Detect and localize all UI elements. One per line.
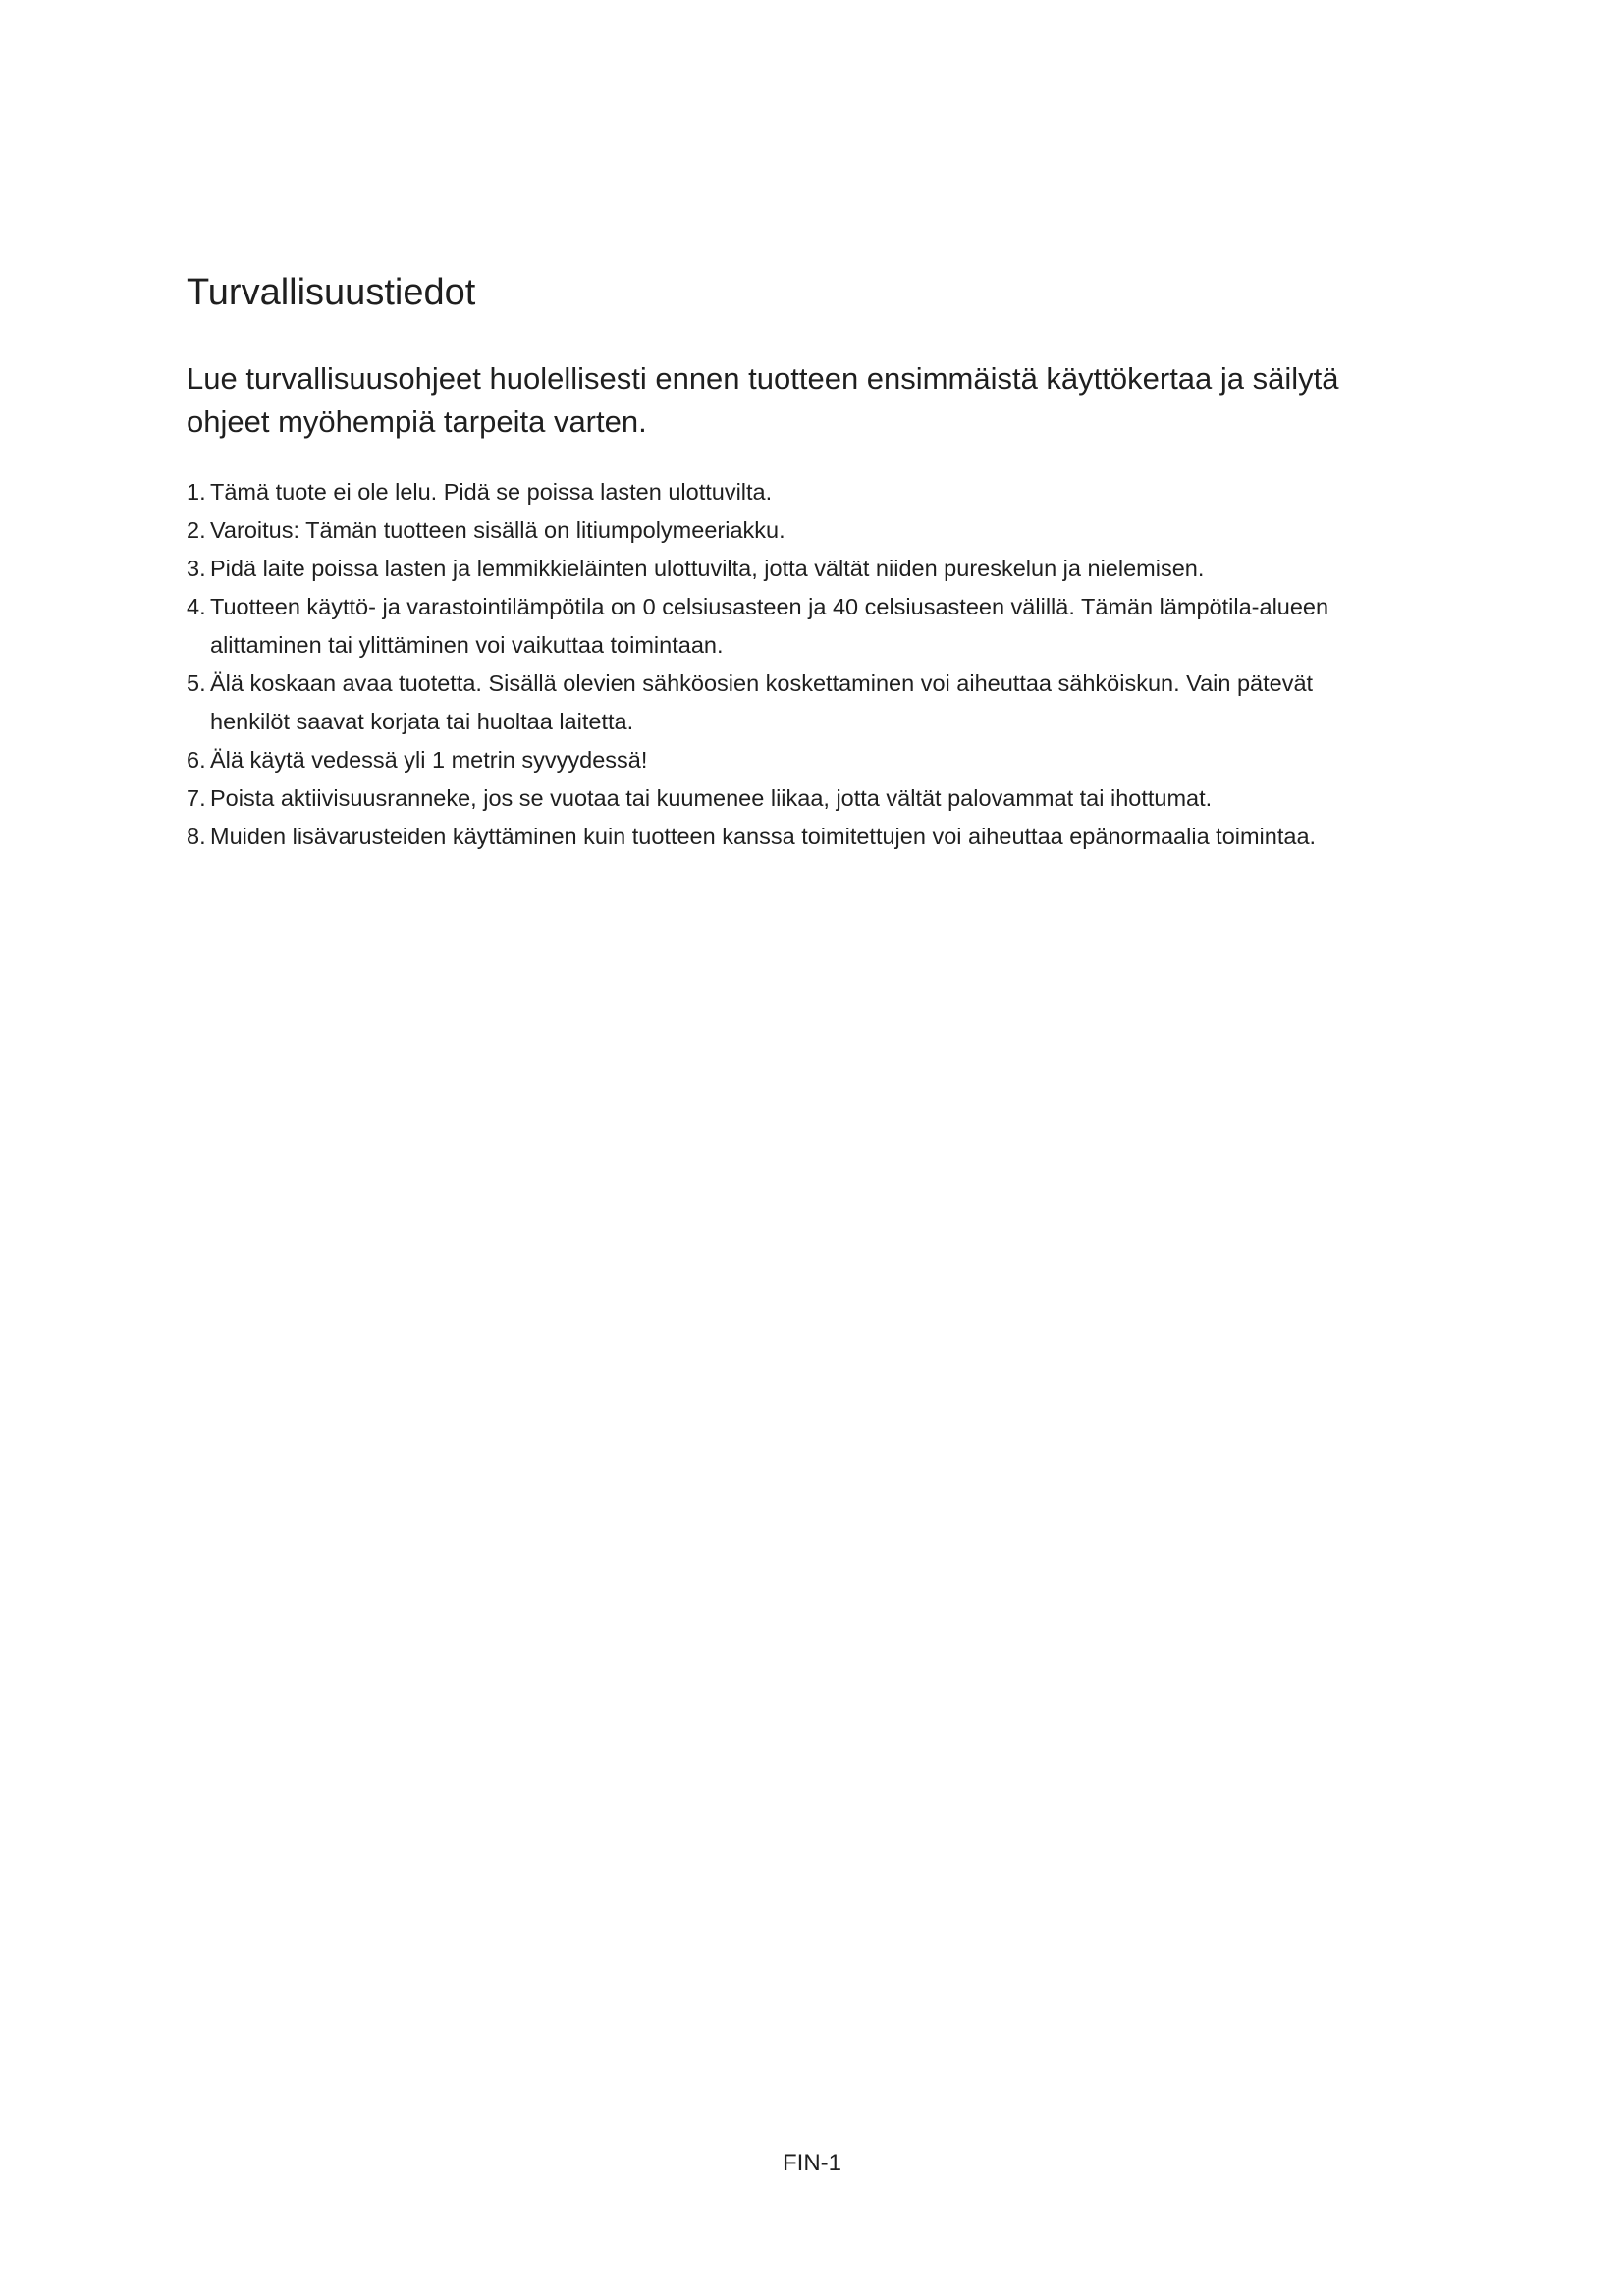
item-text: Älä koskaan avaa tuotetta. Sisällä olevien sähköosien koskettaminen voi aiheuttaa sähköiskun. Vain pätevät henkilöt saavat korjata tai huoltaa laitetta. (210, 670, 1314, 734)
list-item (187, 588, 1375, 665)
list-item (187, 818, 1375, 856)
item-number: 5. (187, 670, 206, 696)
item-number: 3. (187, 556, 206, 581)
item-text: Pidä laite poissa lasten ja lemmikkieläinten ulottuvilta, jotta vältät niiden pureskelun ja nielemisen. (210, 556, 1205, 581)
safety-list (187, 473, 1375, 856)
item-text: Varoitus: Tämän tuotteen sisällä on litiumpolymeeriakku. (210, 517, 785, 543)
item-text: Tuotteen käyttö- ja varastointilämpötila on 0 celsiusasteen ja 40 celsiusasteen välillä. Tämän lämpötila-alueen alittaminen tai ylittäminen voi vaikuttaa toimintaan. (210, 594, 1329, 658)
list-item (187, 665, 1375, 741)
item-text: Muiden lisävarusteiden käyttäminen kuin tuotteen kanssa toimitettujen voi aiheuttaa epänormaalia toimintaa. (210, 824, 1317, 849)
intro-paragraph: Lue turvallisuusohjeet huolellisesti ennen tuotteen ensimmäistä käyttökertaa ja säilytä ohjeet myöhempiä tarpeita varten. (187, 361, 1339, 439)
list-item (187, 511, 1375, 550)
item-number: 8. (187, 824, 206, 849)
item-text: Älä käytä vedessä yli 1 metrin syvyydessä! (210, 747, 648, 773)
item-number: 7. (187, 785, 206, 811)
page-title: Turvallisuustiedot (187, 272, 476, 313)
item-number: 1. (187, 479, 206, 505)
page-number: FIN-1 (783, 2150, 841, 2176)
list-item (187, 550, 1375, 588)
item-number: 6. (187, 747, 206, 773)
list-item (187, 473, 1375, 511)
item-number: 4. (187, 594, 206, 619)
item-number: 2. (187, 517, 206, 543)
item-text: Poista aktiivisuusranneke, jos se vuotaa tai kuumenee liikaa, jotta vältät palovammat tai ihottumat. (210, 785, 1213, 811)
list-item (187, 741, 1375, 779)
list-item (187, 779, 1375, 818)
item-text: Tämä tuote ei ole lelu. Pidä se poissa lasten ulottuvilta. (210, 479, 773, 505)
